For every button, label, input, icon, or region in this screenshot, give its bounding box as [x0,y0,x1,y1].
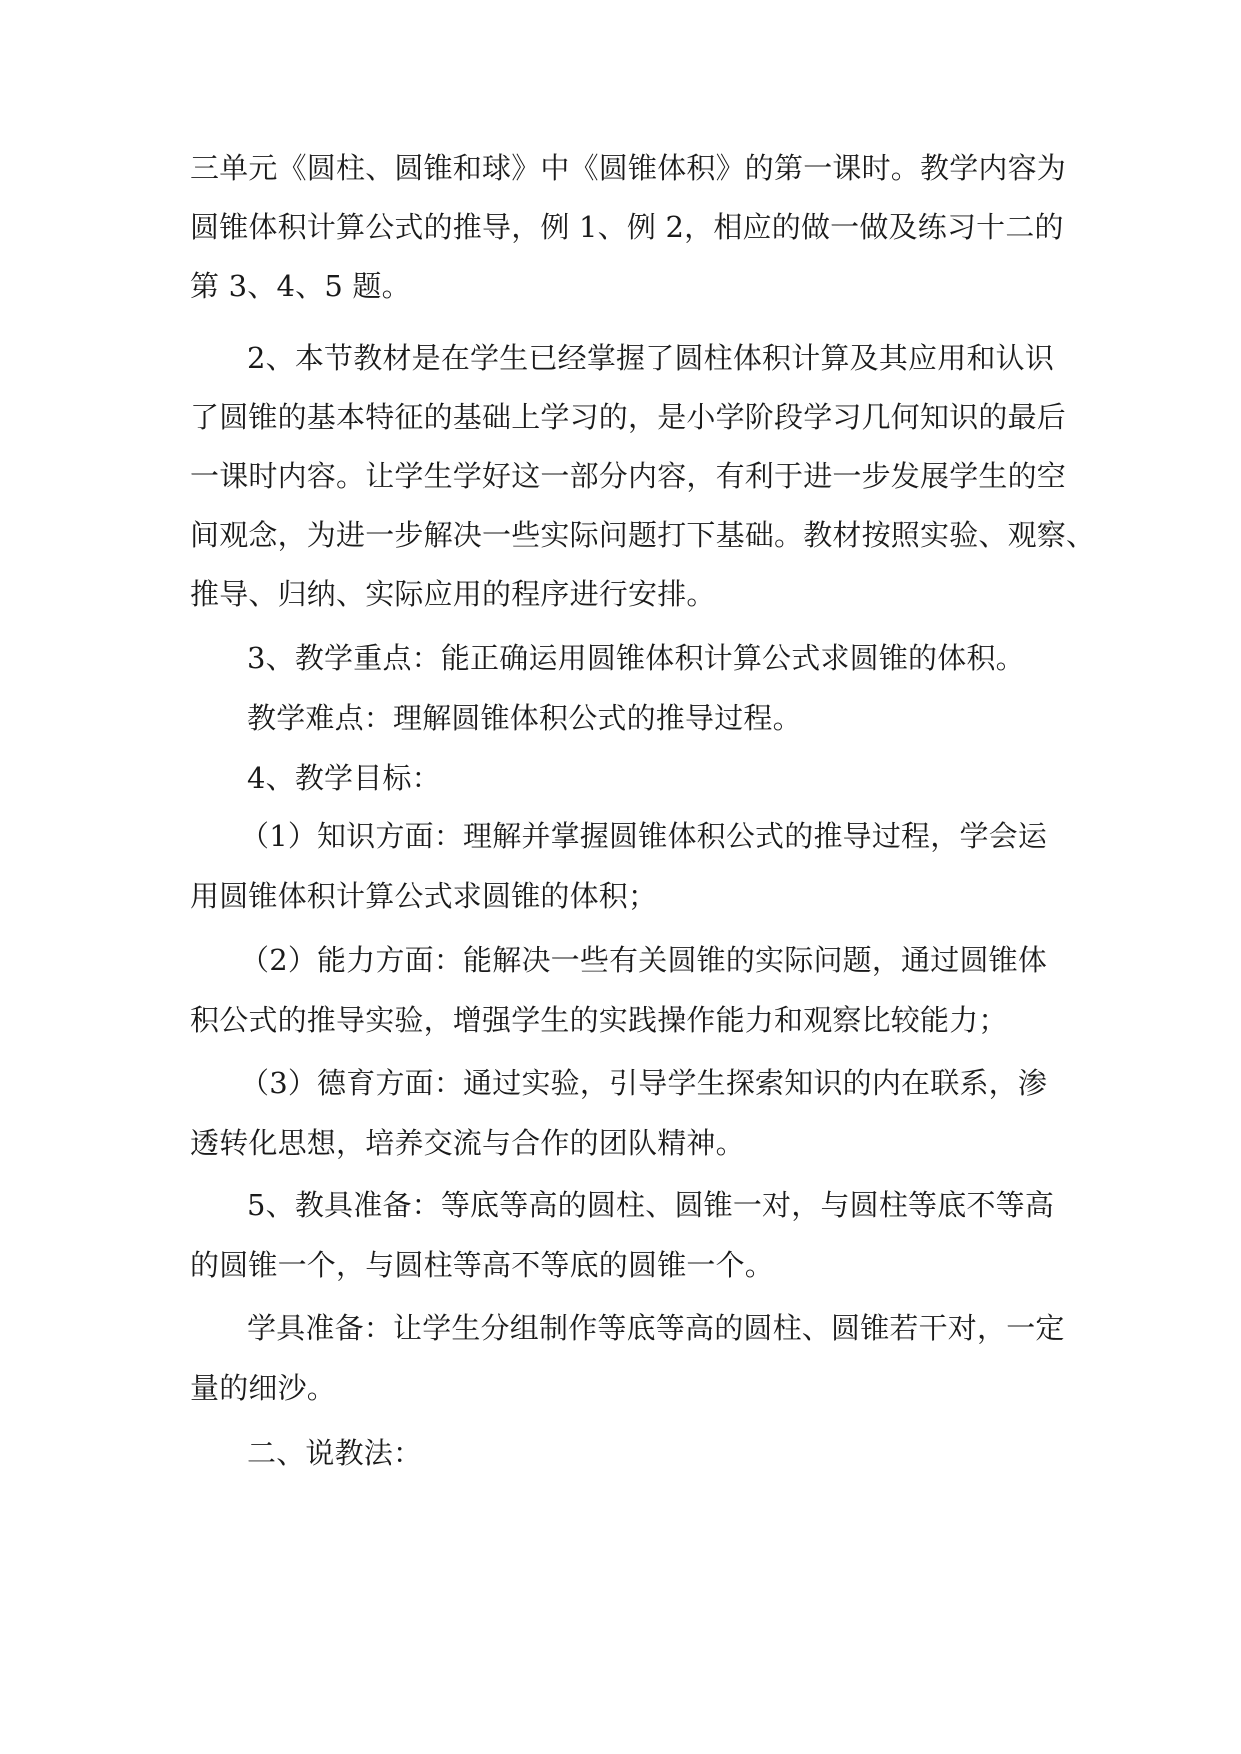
text-line: 三单元《圆柱、圆锥和球》中《圆锥体积》的第一课时。教学内容为 [190,151,1067,185]
text-line: 圆锥体积计算公式的推导，例 1、例 2，相应的做一做及练习十二的 [190,210,1064,244]
text-line: （3）德育方面：通过实验，引导学生探索知识的内在联系，渗 [240,1066,1048,1100]
text-line: 推导、归纳、实际应用的程序进行安排。 [190,577,716,611]
text-line: （1）知识方面：理解并掌握圆锥体积公式的推导过程，学会运 [240,819,1048,853]
text-line: 用圆锥体积计算公式求圆锥的体积； [190,879,658,913]
text-line: 了圆锥的基本特征的基础上学习的，是小学阶段学习几何知识的最后 [190,400,1067,434]
text-line: 透转化思想，培养交流与合作的团队精神。 [190,1126,745,1160]
section-heading: 二、说教法： [247,1436,423,1470]
text-line: 3、教学重点：能正确运用圆锥体积计算公式求圆锥的体积。 [247,641,1025,675]
text-line: 4、教学目标： [247,761,441,795]
text-line: 间观念，为进一步解决一些实际问题打下基础。教材按照实验、观察、 [190,518,1096,552]
text-line: 积公式的推导实验，增强学生的实践操作能力和观察比较能力； [190,1003,1008,1037]
text-line: 量的细沙。 [190,1371,337,1405]
text-line: 5、教具准备：等底等高的圆柱、圆锥一对，与圆柱等底不等高 [247,1188,1055,1222]
text-line: 教学难点：理解圆锥体积公式的推导过程。 [247,701,802,735]
text-line: 学具准备：让学生分组制作等底等高的圆柱、圆锥若干对，一定 [247,1311,1065,1345]
text-line: 2、本节教材是在学生已经掌握了圆柱体积计算及其应用和认识 [247,341,1055,375]
text-line: 的圆锥一个，与圆柱等高不等底的圆锥一个。 [190,1248,775,1282]
text-line: 第 3、4、5 题。 [190,269,411,303]
text-line: 一课时内容。让学生学好这一部分内容，有利于进一步发展学生的空 [190,459,1067,493]
text-line: （2）能力方面：能解决一些有关圆锥的实际问题，通过圆锥体 [240,943,1048,977]
